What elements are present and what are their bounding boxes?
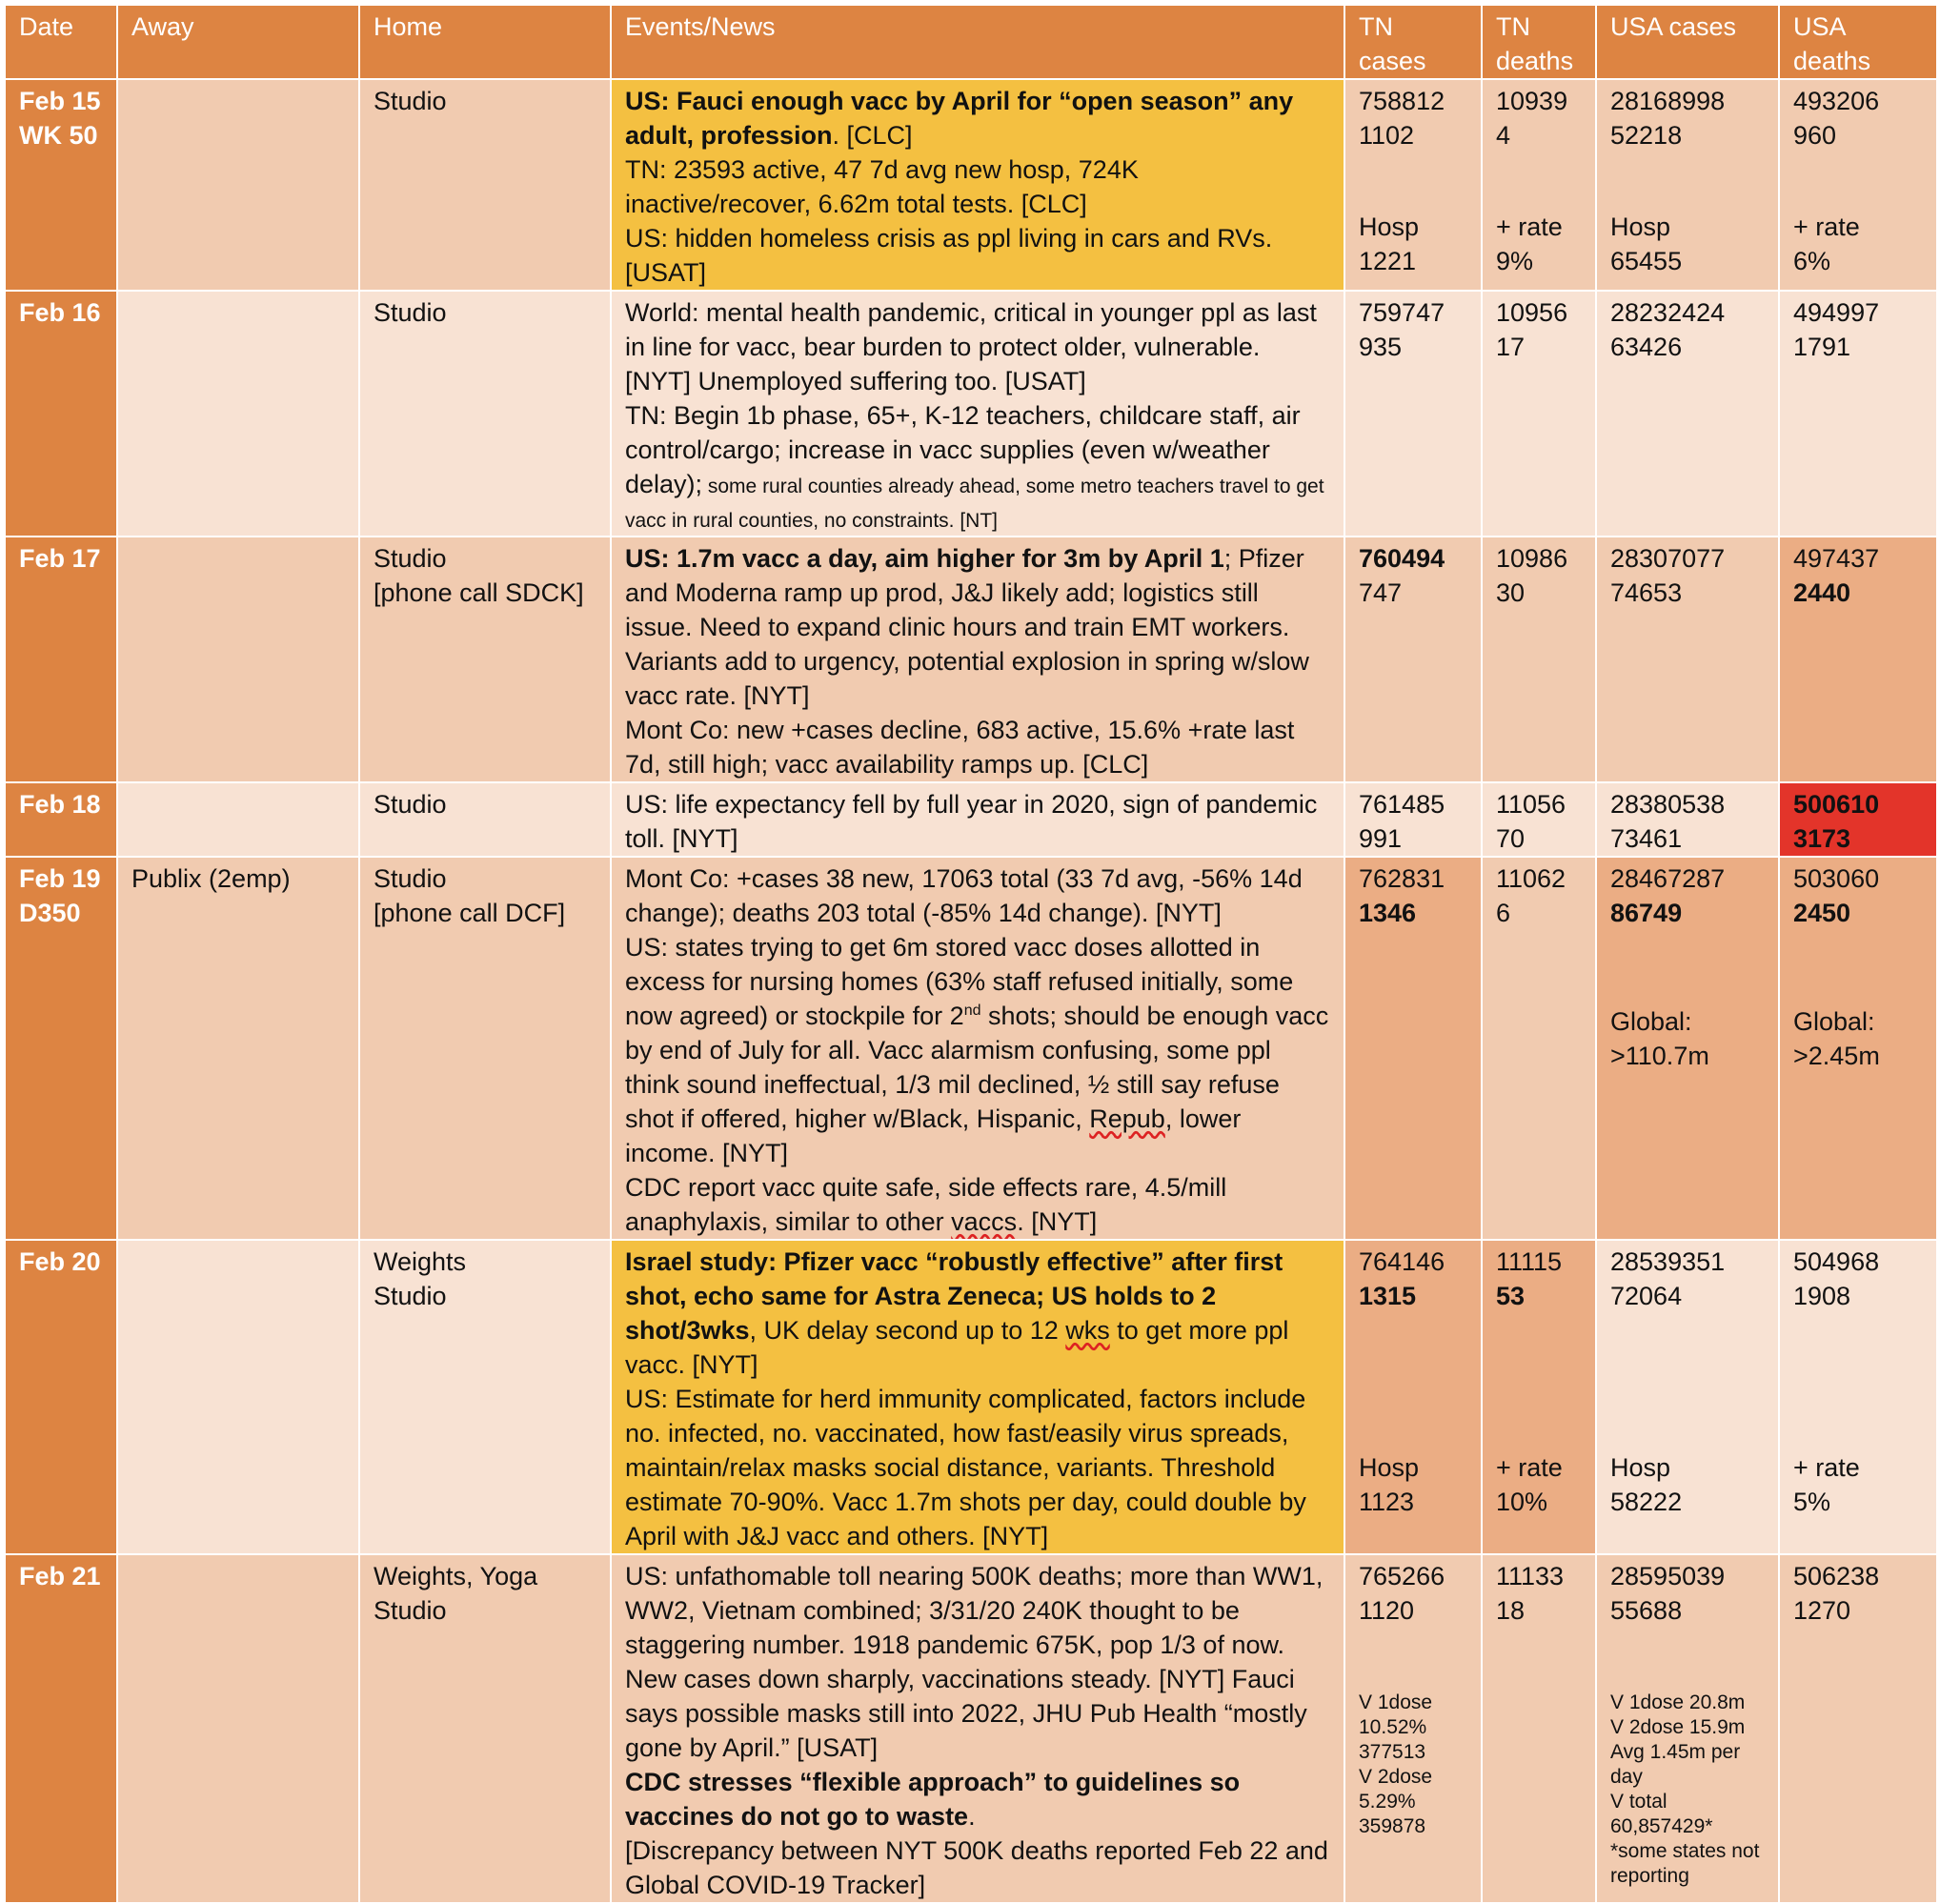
new-value: 6 — [1496, 899, 1511, 927]
event-item — [625, 1765, 1330, 1833]
new-value: 991 — [1359, 824, 1403, 853]
event-headline: Israel study: Pfizer vacc “robustly effective” after first shot, echo same for Astra Zeneca; US holds to 2 shot/3wks — [625, 1247, 1283, 1345]
usa-deaths-cell — [1779, 537, 1937, 782]
event-headline: CDC stresses “flexible approach” to guidelines so vaccines do not go to waste — [625, 1768, 1241, 1831]
header-home: Home — [359, 5, 611, 79]
date-cell — [5, 782, 117, 857]
table-row — [5, 857, 1937, 1240]
total-value: 765266 — [1359, 1562, 1445, 1590]
new-value: 18 — [1496, 1596, 1526, 1625]
new-value: 17 — [1496, 333, 1526, 361]
tn-deaths-cell — [1482, 782, 1596, 857]
date-cell — [5, 537, 117, 782]
away-cell — [117, 79, 359, 291]
total-value: 494997 — [1793, 298, 1880, 327]
new-value: 86749 — [1610, 899, 1683, 927]
header-usa-cases: USA cases — [1596, 5, 1779, 79]
total-value: 28168998 — [1610, 87, 1726, 115]
home-activity: Weights, Yoga — [374, 1562, 538, 1590]
event-item: Mont Co: new +cases decline, 683 active, 15.6% +rate last 7d, still high; vacc availability ramps up. [CLC] — [625, 716, 1295, 779]
date-label: Feb 16 — [19, 298, 101, 327]
spellcheck-word: Repub — [1089, 1104, 1165, 1133]
event-text: shots; should be enough vacc by end of July for all. Vacc alarmism confusing, some ppl think sound ineffectual, 1/3 mil declined, ½ still say refuse shot if offered, higher w/Black, Hispanic, — [625, 1002, 1329, 1133]
tn-cases-cell — [1344, 1240, 1482, 1554]
tn-cases-cell — [1344, 291, 1482, 537]
vacc-line: V 1dose 20.8m — [1610, 1691, 1746, 1713]
total-value: 10986 — [1496, 544, 1568, 573]
home-cell — [359, 1554, 611, 1903]
event-item: US: hidden homeless crisis as ppl living in cars and RVs. [USAT] — [625, 224, 1273, 287]
home-cell — [359, 537, 611, 782]
away-cell: Publix (2emp) — [117, 857, 359, 1240]
header-usa-deaths: USA deaths — [1779, 5, 1937, 79]
vacc-line: 5.29% — [1359, 1791, 1416, 1813]
home-activity: Weights — [374, 1247, 467, 1276]
new-value: 1120 — [1359, 1596, 1415, 1625]
date-label: Feb 19 — [19, 864, 101, 893]
tn-vaccination-list — [1359, 1691, 1467, 1839]
home-activity: Studio — [374, 298, 447, 327]
total-value: 11062 — [1496, 864, 1566, 893]
usa-deaths-cell — [1779, 1554, 1937, 1903]
event-item: TN: 23593 active, 47 7d avg new hosp, 724K inactive/recover, 6.62m total tests. [CLC] — [625, 155, 1139, 218]
event-note: some rural counties already ahead, some metro teachers travel to get vacc in rural counties, no constraints. [NT] — [625, 476, 1324, 532]
vacc-line: 377513 — [1359, 1741, 1426, 1763]
table-row — [5, 79, 1937, 291]
new-value: 2450 — [1793, 899, 1851, 927]
extra-value: 9% — [1496, 247, 1534, 275]
event-item: US: unfathomable toll nearing 500K deaths; more than WW1, WW2, Vietnam combined; 3/31/20 240K thought to be staggering number. 1918 pandemic 675K, pop 1/3 of now. New cases down sharply, vaccinations steady. [NYT] Fauci says possible masks still into 2022, JHU Pub Health “mostly gone by April.” [USAT] — [625, 1562, 1324, 1762]
event-item: [Discrepancy between NYT 500K deaths reported Feb 22 and Global COVID-19 Tracker] — [625, 1836, 1328, 1899]
new-value: 63426 — [1610, 333, 1683, 361]
header-away: Away — [117, 5, 359, 79]
header-events: Events/News — [611, 5, 1344, 79]
vacc-line: Avg 1.45m per day — [1610, 1741, 1741, 1788]
extra-value: 1221 — [1359, 247, 1417, 275]
events-cell — [611, 857, 1344, 1240]
event-text: , lower income. [NYT] — [625, 1104, 1242, 1167]
away-cell — [117, 291, 359, 537]
usa-vaccination-list — [1610, 1691, 1765, 1889]
date-label: Feb 17 — [19, 544, 101, 573]
total-value: 504968 — [1793, 1247, 1880, 1276]
total-value: 493206 — [1793, 87, 1880, 115]
new-value: 4 — [1496, 121, 1511, 150]
home-cell — [359, 782, 611, 857]
date-label: Feb 15 — [19, 87, 101, 115]
new-value: 2440 — [1793, 578, 1851, 607]
total-value: 758812 — [1359, 87, 1445, 115]
tn-deaths-cell — [1482, 79, 1596, 291]
usa-cases-cell — [1596, 537, 1779, 782]
new-value: 74653 — [1610, 578, 1683, 607]
event-text: , UK delay second up to 12 — [749, 1316, 1066, 1345]
extra-label: + rate — [1793, 1453, 1860, 1482]
date-cell — [5, 1554, 117, 1903]
date-cell — [5, 1240, 117, 1554]
new-value: 73461 — [1610, 824, 1683, 853]
usa-deaths-cell — [1779, 1240, 1937, 1554]
new-value: 1908 — [1793, 1282, 1851, 1310]
away-cell — [117, 782, 359, 857]
vacc-line: V 2dose 15.9m — [1610, 1716, 1746, 1738]
total-value: 497437 — [1793, 544, 1880, 573]
event-text: . — [968, 1802, 976, 1831]
vacc-line: V 2dose — [1359, 1766, 1433, 1788]
tn-cases-cell — [1344, 857, 1482, 1240]
usa-cases-cell — [1596, 1240, 1779, 1554]
vacc-line: *some states not reporting — [1610, 1840, 1760, 1887]
total-value: 506238 — [1793, 1562, 1880, 1590]
event-text: US: states trying to get 6m stored vacc doses allotted in excess for nursing homes (63% staff refused initially, some now agreed) or stockpile for 2 — [625, 933, 1294, 1030]
home-activity: Studio — [374, 87, 447, 115]
total-value: 764146 — [1359, 1247, 1445, 1276]
covid-journal-table — [4, 4, 1938, 1904]
new-value: 935 — [1359, 333, 1403, 361]
extra-label: Hosp — [1610, 1453, 1671, 1482]
spellcheck-word: vaccs — [951, 1207, 1018, 1236]
event-item — [625, 1170, 1330, 1239]
tn-cases-cell — [1344, 79, 1482, 291]
day-label: D350 — [19, 899, 81, 927]
extra-value: 10% — [1496, 1488, 1548, 1516]
usa-deaths-cell — [1779, 79, 1937, 291]
extra-label: + rate — [1793, 213, 1860, 241]
usa-cases-cell — [1596, 79, 1779, 291]
home-cell — [359, 1240, 611, 1554]
new-value: 3173 — [1793, 824, 1851, 853]
event-item — [625, 541, 1330, 713]
week-label: WK 50 — [19, 121, 98, 150]
new-value: 1315 — [1359, 1282, 1417, 1310]
home-note: [phone call DCF] — [374, 899, 566, 927]
home-activity: Studio — [374, 1282, 447, 1310]
home-note: [phone call SDCK] — [374, 578, 584, 607]
event-item: US: Estimate for herd immunity complicated, factors include no. infected, no. vaccinated, how fast/easily virus spreads, maintain/relax masks social distance, variants. Threshold estimate 70-90%. Vacc 1.7m shots per day, could double by April with J&J vacc and others. [NYT] — [625, 1385, 1306, 1550]
total-value: 500610 — [1793, 790, 1880, 819]
table-row — [5, 291, 1937, 537]
new-value: 30 — [1496, 578, 1526, 607]
new-value: 960 — [1793, 121, 1837, 150]
extra-label: Hosp — [1359, 1453, 1420, 1482]
event-item — [625, 1245, 1330, 1382]
home-cell — [359, 79, 611, 291]
vacc-line: 60,857429* — [1610, 1815, 1713, 1837]
event-text: to get more ppl vacc. [NYT] — [625, 1316, 1289, 1379]
extra-value: 58222 — [1610, 1488, 1683, 1516]
global-label: Global: — [1610, 1007, 1692, 1036]
home-cell — [359, 291, 611, 537]
extra-value: 5% — [1793, 1488, 1831, 1516]
tn-cases-cell — [1344, 782, 1482, 857]
event-headline: US: Fauci enough vacc by April for “open season” any adult, profession — [625, 87, 1294, 150]
extra-value: 1123 — [1359, 1488, 1415, 1516]
event-item: World: mental health pandemic, critical in younger ppl as last in line for vacc, bear burden to protect older, vulnerable. [NYT] Unemployed suffering too. [USAT] — [625, 298, 1317, 395]
tn-cases-cell — [1344, 537, 1482, 782]
new-value: 1102 — [1359, 121, 1415, 150]
new-value: 55688 — [1610, 1596, 1683, 1625]
total-value: 28539351 — [1610, 1247, 1726, 1276]
home-activity: Studio — [374, 864, 447, 893]
vacc-line: V total — [1610, 1791, 1667, 1813]
events-cell — [611, 291, 1344, 537]
event-item — [625, 84, 1330, 152]
usa-deaths-cell — [1779, 291, 1937, 537]
events-cell — [611, 782, 1344, 857]
tn-deaths-cell — [1482, 1554, 1596, 1903]
usa-cases-cell — [1596, 1554, 1779, 1903]
total-value: 761485 — [1359, 790, 1445, 819]
event-item: Mont Co: +cases 38 new, 17063 total (33 7d avg, -56% 14d change); deaths 203 total (-85% 14d change). [NYT] — [625, 864, 1303, 927]
total-value: 28232424 — [1610, 298, 1726, 327]
total-value: 11115 — [1496, 1247, 1563, 1276]
total-value: 503060 — [1793, 864, 1880, 893]
event-item — [625, 398, 1330, 536]
table-row — [5, 537, 1937, 782]
global-label: Global: — [1793, 1007, 1875, 1036]
event-headline: US: 1.7m vacc a day, aim higher for 3m by April 1 — [625, 544, 1224, 573]
total-value: 11133 — [1496, 1562, 1565, 1590]
new-value: 72064 — [1610, 1282, 1683, 1310]
home-activity: Studio — [374, 790, 447, 819]
usa-deaths-cell — [1779, 857, 1937, 1240]
tn-cases-cell — [1344, 1554, 1482, 1903]
events-cell — [611, 79, 1344, 291]
new-value: 747 — [1359, 578, 1403, 607]
tn-deaths-cell — [1482, 291, 1596, 537]
table-row — [5, 782, 1937, 857]
events-cell — [611, 1240, 1344, 1554]
extra-label: Hosp — [1359, 213, 1420, 241]
header-tn-deaths: TN deaths — [1482, 5, 1596, 79]
extra-value: 65455 — [1610, 247, 1683, 275]
spellcheck-word: wks — [1065, 1316, 1110, 1345]
global-value: >110.7m — [1610, 1042, 1709, 1070]
new-value: 52218 — [1610, 121, 1683, 150]
table-row — [5, 1240, 1937, 1554]
vacc-line: V 1dose — [1359, 1691, 1433, 1713]
extra-label: + rate — [1496, 1453, 1563, 1482]
event-text: CDC report vacc quite safe, side effects rare, 4.5/mill anaphylaxis, similar to other — [625, 1173, 1227, 1236]
total-value: 762831 — [1359, 864, 1445, 893]
total-value: 28467287 — [1610, 864, 1726, 893]
table-row — [5, 1554, 1937, 1903]
usa-cases-cell — [1596, 782, 1779, 857]
home-activity: Studio — [374, 1596, 447, 1625]
header-date: Date — [5, 5, 117, 79]
event-item — [625, 930, 1330, 1170]
new-value: 53 — [1496, 1282, 1526, 1310]
event-text: . [NYT] — [1017, 1207, 1098, 1236]
vacc-line: 10.52% — [1359, 1716, 1427, 1738]
extra-label: + rate — [1496, 213, 1563, 241]
new-value: 1791 — [1793, 333, 1851, 361]
home-activity: Studio — [374, 544, 447, 573]
new-value: 1346 — [1359, 899, 1417, 927]
total-value: 760494 — [1359, 544, 1445, 573]
total-value: 10956 — [1496, 298, 1568, 327]
date-cell — [5, 857, 117, 1240]
away-cell — [117, 1554, 359, 1903]
events-cell — [611, 1554, 1344, 1903]
usa-deaths-cell — [1779, 782, 1937, 857]
total-value: 759747 — [1359, 298, 1445, 327]
tn-deaths-cell — [1482, 857, 1596, 1240]
tn-deaths-cell — [1482, 537, 1596, 782]
new-value: 70 — [1496, 824, 1526, 853]
event-source: . [CLC] — [832, 121, 913, 150]
extra-label: Hosp — [1610, 213, 1671, 241]
vacc-line: 359878 — [1359, 1815, 1426, 1837]
event-text: ; Pfizer and Moderna ramp up prod, J&J likely add; logistics still issue. Need to expand clinic hours and train EMT workers. Variants add to urgency, potential explosion in spring w/slow vacc rate. [NYT] — [625, 544, 1309, 710]
events-cell — [611, 537, 1344, 782]
total-value: 28307077 — [1610, 544, 1726, 573]
date-cell — [5, 291, 117, 537]
event-text: TN: Begin 1b phase, 65+, K-12 teachers, childcare staff, air control/cargo; increase in vacc supplies (even w/weather delay); — [625, 401, 1301, 498]
total-value: 28595039 — [1610, 1562, 1726, 1590]
usa-cases-cell — [1596, 291, 1779, 537]
global-value: >2.45m — [1793, 1042, 1880, 1070]
date-label: Feb 21 — [19, 1562, 101, 1590]
total-value: 10939 — [1496, 87, 1568, 115]
event-item: US: life expectancy fell by full year in 2020, sign of pandemic toll. [NYT] — [625, 790, 1318, 853]
away-cell — [117, 537, 359, 782]
superscript: nd — [963, 1003, 981, 1019]
extra-value: 6% — [1793, 247, 1831, 275]
header-row — [5, 5, 1937, 79]
date-cell — [5, 79, 117, 291]
date-label: Feb 20 — [19, 1247, 101, 1276]
new-value: 1270 — [1793, 1596, 1851, 1625]
usa-cases-cell — [1596, 857, 1779, 1240]
away-cell — [117, 1240, 359, 1554]
home-cell — [359, 857, 611, 1240]
tn-deaths-cell — [1482, 1240, 1596, 1554]
total-value: 11056 — [1496, 790, 1566, 819]
header-tn-cases: TN cases — [1344, 5, 1482, 79]
total-value: 28380538 — [1610, 790, 1726, 819]
date-label: Feb 18 — [19, 790, 101, 819]
